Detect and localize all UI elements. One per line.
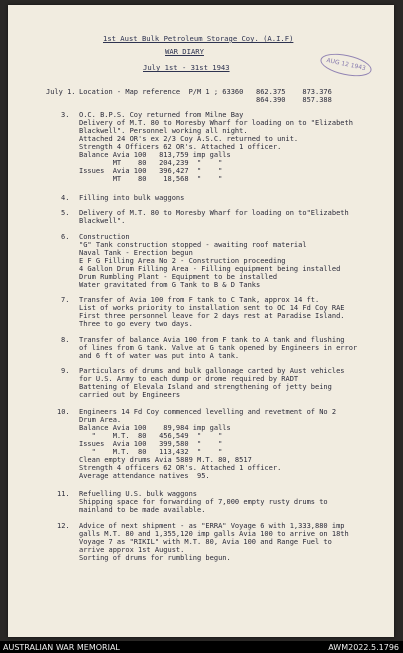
entry-text-line: Engineers 14 Fd Coy commenced levelling and revetment of No 2: [79, 408, 337, 416]
entry-day-label: 3.: [61, 111, 70, 119]
entry-text-line: Shipping space for forwarding of 7,000 empty rusty drums to: [79, 498, 328, 506]
entry-text-line: Transfer of balance Avia 100 from F tank to A tank and flushing: [79, 336, 345, 344]
entry-day-label: 6.: [61, 233, 70, 241]
entry-text-line: carried out by Engineers: [79, 391, 181, 399]
entry-text-line: Refuelling U.S. bulk waggons: [79, 490, 198, 498]
entry-text-line: Strength 4 Officers 62 OR's. Attached 1 officer.: [79, 143, 282, 151]
diary-title: WAR DIARY: [165, 47, 204, 56]
entry-text-line: Three to go every two days.: [79, 320, 193, 328]
entry-text-line: Particulars of drums and bulk gallonage carted by Aust vehicles: [79, 367, 345, 375]
entry-day-label: 12.: [57, 522, 70, 530]
entry-text-line: E F G Filling Area No 2 - Construction proceeding: [79, 257, 286, 265]
entry-text-line: Balance Avia 100 89,984 imp galls: [79, 424, 231, 432]
entry-text-line: Delivery of M.T. 80 to Moresby Wharf for loading on to"Elizabeth: [79, 209, 349, 217]
entry-day-label: 8.: [61, 336, 70, 344]
entry-text-line: Sorting of drums for rumbling begun.: [79, 554, 231, 562]
entry-text-line: Location - Map reference P/M 1 ; 63360 862.375 873.376: [79, 88, 332, 96]
entry-text-line: MT 80 18,568 " ": [79, 175, 223, 183]
entry-day-label: July 1.: [46, 88, 76, 96]
entry-text-line: Delivery of M.T. 80 to Moresby Wharf for loading on to "Elizabeth: [79, 119, 353, 127]
entry-text-line: O.C. B.P.S. Coy returned from Milne Bay: [79, 111, 244, 119]
entry-text-line: 864.390 857.388: [79, 96, 332, 104]
entry-text-line: Water gravitated from G Tank to B & D Tanks: [79, 281, 261, 289]
entry-text-line: Clean empty drums Avia 5889 M.T. 80, 8517: [79, 456, 252, 464]
entry-text-line: Issues Avia 100 396,427 " ": [79, 167, 223, 175]
entry-text-line: Blackwell".: [79, 217, 126, 225]
entry-text-line: Advice of next shipment - as "ERRA" Voyage 6 with 1,333,880 imp: [79, 522, 345, 530]
entry-text-line: Transfer of Avia 100 from F tank to C Tank, approx 14 ft.: [79, 296, 320, 304]
entry-text-line: Attached 24 OR's ex 2/3 Coy A.S.C. returned to unit.: [79, 135, 299, 143]
entry-text-line: 4 Gallon Drum Filling Area - Filling equipment being installed: [79, 265, 341, 273]
entry-day-label: 5.: [61, 209, 70, 217]
entry-text-line: Balance Avia 100 813,759 imp galls: [79, 151, 231, 159]
received-date-stamp: AUG 12 1943: [318, 50, 373, 80]
entry-text-line: First three personnel leave for 2 days rest at Paradise Island.: [79, 312, 345, 320]
entry-text-line: Drum Rumbling Plant - Equipment to be installed: [79, 273, 278, 281]
entry-text-line: " M.T. 80 113,432 " ": [79, 448, 223, 456]
entry-text-line: List of works priority to installation sent to OC 14 Fd Coy RAE: [79, 304, 345, 312]
entry-text-line: and 6 ft of water was put into A tank.: [79, 352, 240, 360]
entry-text-line: arrive approx 1st August.: [79, 546, 185, 554]
entry-text-line: " M.T. 80 456,549 " ": [79, 432, 223, 440]
diary-period: July 1st - 31st 1943: [143, 63, 230, 72]
entry-text-line: Construction: [79, 233, 130, 241]
entry-text-line: of lines from G tank. Valve at G tank opened by Engineers in error: [79, 344, 358, 352]
entry-day-label: 4.: [61, 194, 70, 202]
unit-heading: 1st Aust Bulk Petroleum Storage Coy. (A.I.F): [103, 34, 294, 43]
entry-day-label: 10.: [57, 408, 70, 416]
entry-text-line: "G" Tank construction stopped - awaiting roof material: [79, 241, 307, 249]
entry-text-line: Average attendance natives 95.: [79, 472, 210, 480]
entry-text-line: for U.S. Army to each dump or drome required by RADT: [79, 375, 299, 383]
entry-text-line: Strength 4 officers 62 OR's. Attached 1 officer.: [79, 464, 282, 472]
entry-text-line: Naval Tank - Erection begun: [79, 249, 193, 257]
entry-text-line: galls M.T. 80 and 1,355,120 imp galls Avia 100 to arrive on 18th: [79, 530, 349, 538]
entry-text-line: Battening of Elevala Island and strengthening of jetty being: [79, 383, 332, 391]
entry-text-line: MT 80 204,239 " ": [79, 159, 223, 167]
entry-day-label: 9.: [61, 367, 70, 375]
entry-text-line: Drum Area.: [79, 416, 122, 424]
entry-text-line: Filling into bulk waggons: [79, 194, 185, 202]
entry-day-label: 11.: [57, 490, 70, 498]
entry-day-label: 7.: [61, 296, 70, 304]
entry-text-line: Voyage 7 as "RIKIL" with M.T. 80, Avia 100 and Range Fuel to: [79, 538, 332, 546]
footer-accession-number: AWM2022.5.1796: [328, 643, 399, 652]
entry-text-line: Issues Avia 100 399,580 " ": [79, 440, 223, 448]
entry-text-line: mainland to be made available.: [79, 506, 206, 514]
entry-text-line: Blackwell". Personnel working all night.: [79, 127, 248, 135]
footer-institution: AUSTRALIAN WAR MEMORIAL: [3, 643, 120, 652]
